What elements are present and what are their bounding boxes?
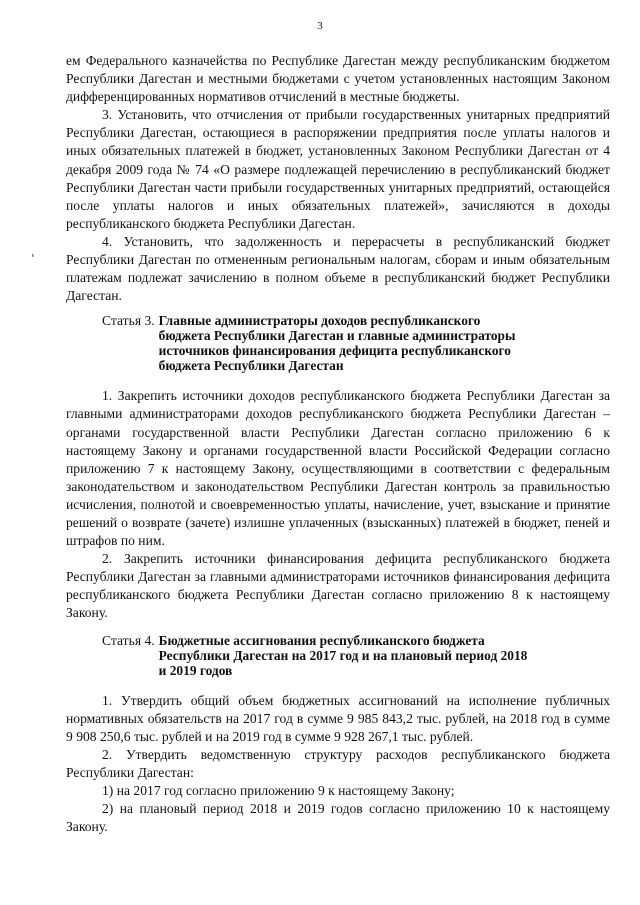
page-number: 3 xyxy=(317,20,323,32)
article-4-heading xyxy=(66,633,610,678)
article-4-title: Бюджетные ассигнования республиканского бюджета Республики Дагестан на 2017 год и на плановый период 2018 и 2019 годов xyxy=(158,632,528,678)
paragraph-item-4: 4. Установить, что задолженность и перерасчеты в республиканский бюджет Республики Дагестан по отмененным региональным налогам, сборам и иным обязательным платежам подлежат зачислению в полном объеме в республиканский бюджет Республики Дагестан. xyxy=(66,233,610,304)
article-3-heading xyxy=(66,313,610,373)
paragraph-item-3: 3. Установить, что отчисления от прибыли государственных унитарных предприятий Республики Дагестан, остающиеся в распоряжении предприятия после уплаты налогов и иных обязательных платежей в бюджет, установленных Законом Республики Дагестан от 4 декабря 2009 года № 74 «О размере подлежащей перечислению в республиканский бюджет Республики Дагестан части прибыли государственных унитарных предприятий, остающейся после уплаты налогов и иных обязательных платежей», зачисляются в доходы республиканского бюджета Республики Дагестан. xyxy=(66,107,610,231)
document-body xyxy=(66,52,610,836)
article-4-paragraph-1: 1. Утвердить общий объем бюджетных ассигнований на исполнение публичных нормативных обязательств на 2017 год в сумме 9 985 843,2 тыс. рублей, на 2018 год в сумме 9 908 250,6 тыс. рублей и на 2019 год в сумме 9 928 267,1 тыс. рублей. xyxy=(66,692,610,744)
article-3-paragraph-2: 2. Закрепить источники финансирования дефицита республиканского бюджета Республики Дагестан за главными администраторами источников финансирования дефицита республиканского бюджета Республики Дагестан согласно приложению 8 к настоящему Закону. xyxy=(66,551,610,621)
article-3-label: Статья 3. xyxy=(102,313,155,329)
article-4-label: Статья 4. xyxy=(102,632,155,648)
article-4-paragraph-2: 2. Утвердить ведомственную структуру расходов республиканского бюджета Республики Дагестан: xyxy=(66,746,610,780)
article-3-title: Главные администраторы доходов республиканского бюджета Республики Дагестан и главные администраторы источников финансирования дефицита республиканского бюджета Республики Дагестан xyxy=(158,313,516,374)
article-4-subitem-2: 2) на плановый период 2018 и 2019 годов согласно приложению 10 к настоящему Закону. xyxy=(66,801,610,835)
article-3-paragraph-1: 1. Закрепить источники доходов республиканского бюджета Республики Дагестан за главными администраторами доходов республиканского бюджета Республики Дагестан – органами государственной власти Республики Дагестан согласно приложению 6 к настоящему Закону и органами государственной власти Российской Федерации согласно приложению 7 к настоящему Закону, осуществляющими в соответствии с федеральным законодательством и законодательством Республики Дагестан контроль за правильностью исчисления, полнотой и своевременностью уплаты, начисление, учет, взыскание и принятие решений о возврате (зачете) излишне уплаченных (взысканных) платежей в бюджет, пеней и штрафов по ним. xyxy=(66,388,610,549)
article-4-subitem-1: 1) на 2017 год согласно приложению 9 к настоящему Закону; xyxy=(102,783,455,798)
paragraph-continuation: ем Федерального казначейства по Республике Дагестан между республиканским бюджетом Республики Дагестан и местными бюджетами с учетом установленных настоящим Законом дифференцированных нормативов отчислений в местные бюджеты. xyxy=(66,53,610,105)
